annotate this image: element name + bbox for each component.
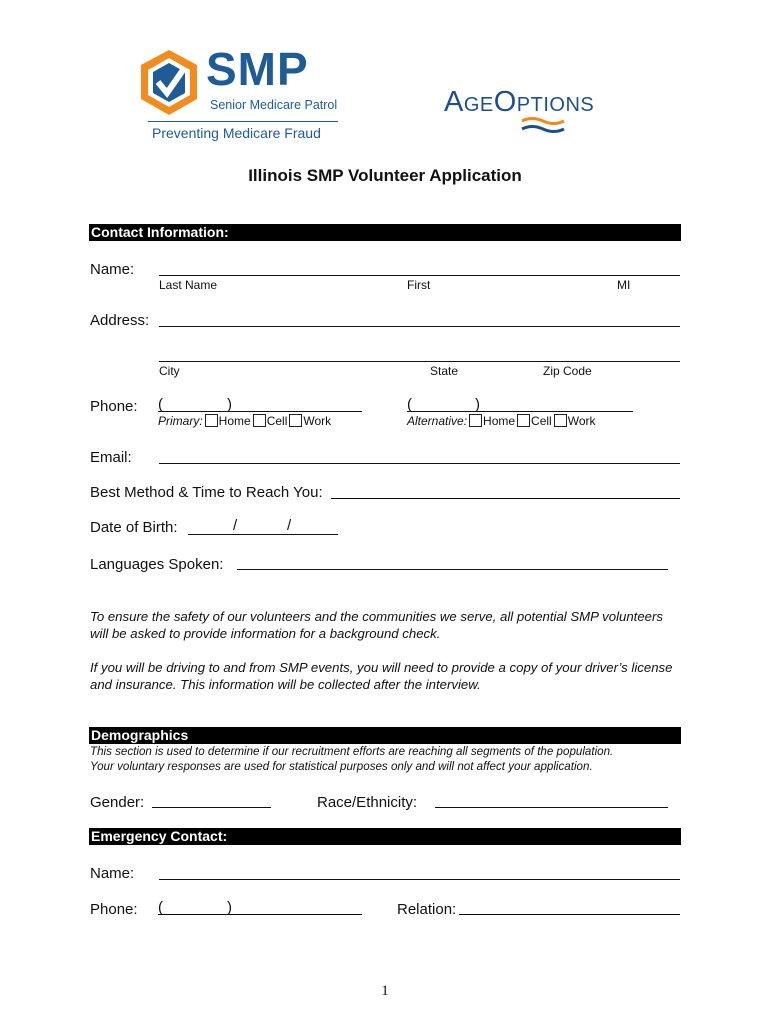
- address-city-field[interactable]: [159, 361, 680, 362]
- smp-subtitle: Senior Medicare Patrol: [210, 98, 338, 112]
- smp-rule: [148, 121, 338, 122]
- smp-tagline: Preventing Medicare Fraud: [152, 125, 321, 141]
- emergency-name-field[interactable]: [159, 879, 680, 880]
- address-label: Address:: [90, 312, 150, 329]
- dob-label: Date of Birth:: [90, 519, 178, 536]
- ageoptions-name: AgeOptions: [444, 86, 595, 118]
- section-header-contact: Contact Information:: [89, 224, 681, 241]
- ageoptions-logo: [444, 86, 644, 138]
- primary-work-checkbox[interactable]: [289, 414, 302, 427]
- zip-caption: Zip Code: [543, 364, 592, 378]
- driving-notice: If you will be driving to and from SMP events, you will need to provide a copy of your driver’s license and insurance. This information will be collected after the interview.: [90, 660, 673, 692]
- best-method-field[interactable]: [331, 498, 680, 499]
- primary-caption: Primary:: [158, 414, 203, 428]
- alt-paren-close: ): [475, 396, 480, 413]
- email-field[interactable]: [159, 463, 680, 464]
- gender-field[interactable]: [152, 807, 271, 808]
- page-number: 1: [381, 983, 389, 999]
- smp-shield-icon: [138, 48, 200, 118]
- primary-phone-field[interactable]: [158, 411, 362, 412]
- languages-field[interactable]: [237, 569, 668, 570]
- primary-work-label: Work: [303, 414, 332, 428]
- state-caption: State: [430, 364, 459, 378]
- demographics-note-2: Your voluntary responses are used for statistical purposes only and will not affect your application.: [90, 760, 593, 773]
- alt-paren-open: (: [407, 396, 412, 413]
- alternative-phone-type: [407, 414, 596, 428]
- last-name-caption: Last Name: [159, 278, 218, 292]
- alt-cell-checkbox[interactable]: [517, 414, 530, 427]
- dob-field[interactable]: [188, 534, 338, 535]
- gender-label: Gender:: [90, 794, 145, 811]
- relation-label: Relation:: [397, 901, 457, 918]
- section-header-emergency: Emergency Contact:: [89, 828, 681, 845]
- name-label: Name:: [90, 261, 135, 278]
- emergency-phone-label: Phone:: [90, 901, 138, 918]
- dob-slash-2: /: [287, 517, 292, 534]
- alt-home-checkbox[interactable]: [469, 414, 482, 427]
- emergency-paren-open: (: [158, 899, 163, 916]
- primary-phone-type: [158, 414, 331, 428]
- background-check-notice: To ensure the safety of our volunteers and the communities we serve, all potential SMP volunteers will be asked to provide information for a background check.: [90, 609, 663, 641]
- address-street-field[interactable]: [159, 326, 680, 327]
- primary-home-checkbox[interactable]: [205, 414, 218, 427]
- alternative-phone-field[interactable]: [407, 411, 633, 412]
- alt-cell-label: Cell: [531, 414, 552, 428]
- alt-work-label: Work: [567, 414, 596, 428]
- section-header-demographics: Demographics: [89, 727, 681, 744]
- primary-paren-open: (: [158, 396, 163, 413]
- page-title: Illinois SMP Volunteer Application: [248, 166, 522, 185]
- ageoptions-wave-icon: [520, 116, 566, 136]
- primary-paren-close: ): [227, 396, 232, 413]
- phone-label: Phone:: [90, 398, 138, 415]
- emergency-phone-field[interactable]: [158, 914, 362, 915]
- smp-name: SMP: [206, 43, 309, 95]
- alt-work-checkbox[interactable]: [554, 414, 567, 427]
- smp-logo: [138, 43, 343, 146]
- primary-cell-label: Cell: [266, 414, 288, 428]
- mi-caption: MI: [617, 278, 631, 292]
- email-label: Email:: [90, 449, 132, 466]
- first-name-caption: First: [407, 278, 431, 292]
- demographics-note-1: This section is used to determine if our recruitment efforts are reaching all segments of the population.: [90, 745, 614, 758]
- race-label: Race/Ethnicity:: [317, 794, 418, 811]
- emergency-name-label: Name:: [90, 865, 135, 882]
- name-field[interactable]: [159, 275, 680, 276]
- primary-cell-checkbox[interactable]: [253, 414, 266, 427]
- race-field[interactable]: [435, 807, 668, 808]
- primary-home-label: Home: [218, 414, 251, 428]
- dob-slash-1: /: [233, 517, 238, 534]
- relation-field[interactable]: [459, 914, 680, 915]
- best-method-label: Best Method & Time to Reach You:: [90, 484, 323, 501]
- alternative-caption: Alternative:: [407, 414, 468, 428]
- alt-home-label: Home: [483, 414, 516, 428]
- emergency-paren-close: ): [227, 899, 232, 916]
- city-caption: City: [159, 364, 180, 378]
- languages-label: Languages Spoken:: [90, 556, 224, 573]
